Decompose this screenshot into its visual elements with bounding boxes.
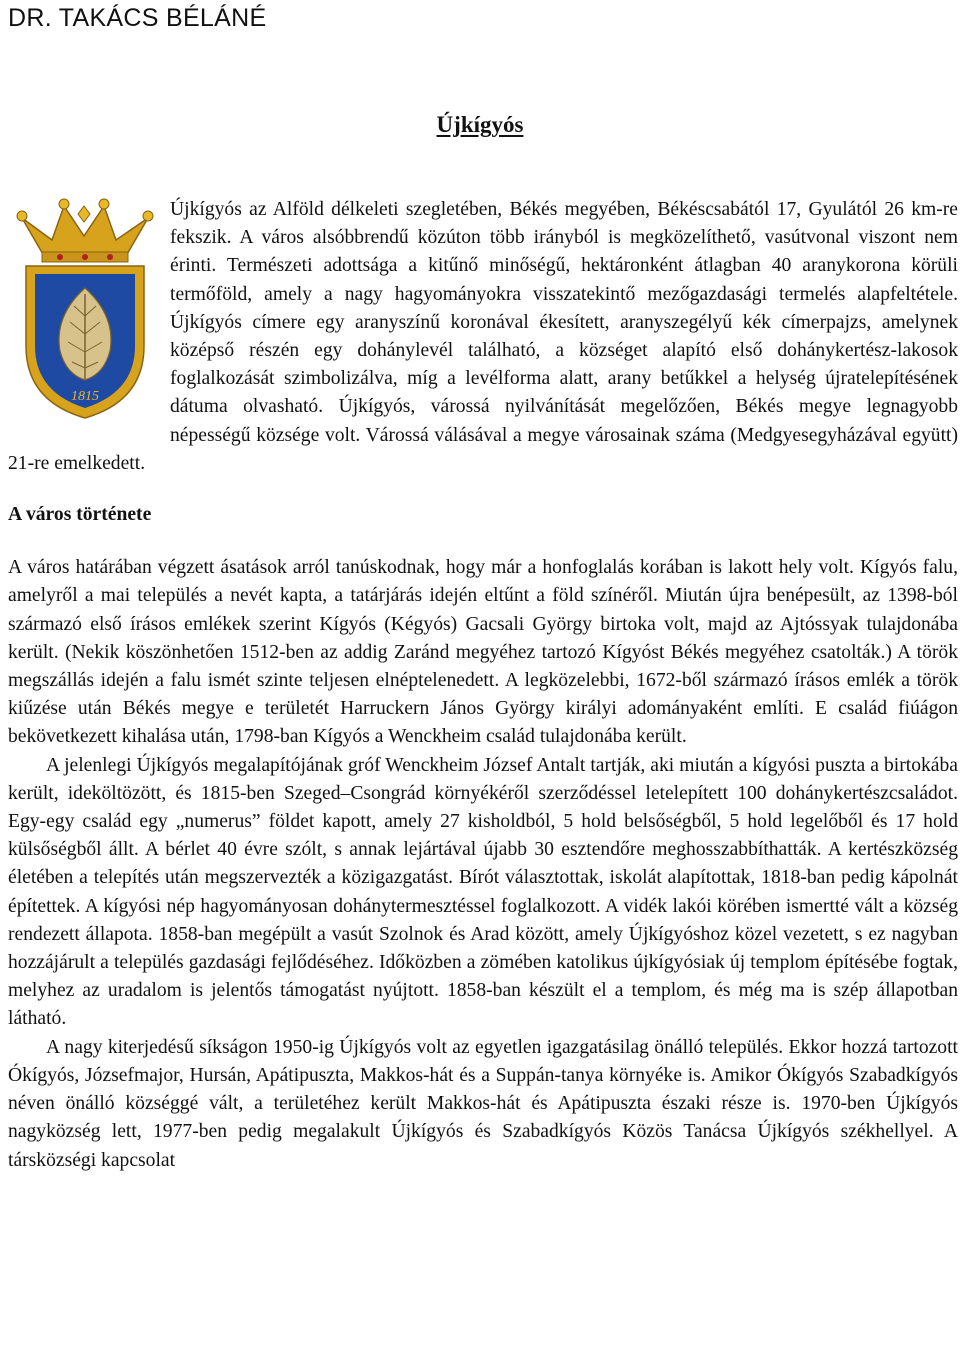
history-paragraph-1: A város határában végzett ásatások arról tanúskodnak, hogy már a honfoglalás korában is lakott hely volt. Kígyós falu, amelyről a mai település a nevét kapta, a tatárjárás idején eltűnt a föld színéről. Miután újra benépesült, az 1398-ból származó első írásos emlékek szerint Kígyós (Kégyós) Gacsali György birtoka volt, majd az Ajtóssyak tulajdonába került. (Nekik köszönhetően 1512-ben az addig Zaránd megyéhez tartozó Kígyóst Békés megyéhez csatolták.) A török megszállás idején a falu ismét szinte teljesen elnéptelenedett. A legközelebbi, 1672-ből származó írásos emlék a török kiűzése után Békés megye e területét Harruckern János György királyi adományaként említi. E család fiúágon bekövetkezett kihalása után, 1798-ban Kígyós a Wenckheim család tulajdonába került. bbox=[8, 557, 958, 748]
history-paragraph-2: A jelenlegi Újkígyós megalapítójának gróf Wenckheim József Antalt tartják, aki miután a kígyósi puszta a birtokába került, ideköltözött, és 1815-ben Szeged–Csongrád környékéről szerződéssel letelepített 100 dohánykertészcsaládot. Egy-egy család egy „numerus” földet kapott, amely 27 kisholdból, 5 hold belsőségből, 5 hold legelőből és 17 hold külsőségből állt. A bérlet 40 évre szólt, s annak lejártával újabb 30 esztendőre meghosszabbíthatták. A kertészközség életében a telepítés után megszervezték a közigazgatást. Bírót választottak, iskolát alapítottak, 1818-ban pedig kápolnát építettek. A kígyósi nép hagyományosan dohánytermesztéssel foglalkozott. A vidék lakói körében ismertté vált a község rendezett állapota. 1858-ban megépült a vasút Szolnok és Arad között, amely Újkígyóshoz közel vezetett, s ez nagyban hozzájárult a település gazdasági fejlődéséhez. Időközben a zömében katolikus újkígyósiak új templom építésébe fogtak, melyhez az uradalom is jelentős támogatást nyújtott. 1858-ban készült el a templom, és még ma is szép állapotban látható. bbox=[8, 754, 958, 1030]
crest-year: 1815 bbox=[71, 389, 99, 404]
history-paragraph-3: A nagy kiterjedésű síkságon 1950-ig Újkígyós volt az egyetlen igazgatásilag önálló település. Ekkor hozzá tartozott Ókígyós, Józsefmajor, Hursán, Apátipuszta, Makkos-hát és a Suppán-tanya környéke is. Amikor Ókígyós Szabadkígyós néven önálló községgé vált, a területéhez került Makkos-hát és Apátipuszta északi része is. 1970-ben Újkígyós nagyközség lett, 1977-ben pedig megalakult Újkígyós és Szabadkígyós Közös Tanácsa Újkígyós székhellyel. A társközségi kapcsolat bbox=[8, 1036, 958, 1171]
author-name: DR. TAKÁCS BÉLÁNÉ bbox=[8, 4, 267, 32]
page-title: Újkígyós bbox=[436, 112, 524, 137]
coat-of-arms-icon bbox=[4, 196, 164, 422]
article-body bbox=[8, 196, 958, 1175]
crown-icon bbox=[17, 199, 153, 262]
section-heading: A város története bbox=[8, 504, 152, 526]
intro-paragraph: Újkígyós az Alföld délkeleti szegletében, Békés megyében, Békéscsabától 17, Gyulától 26 km-re fekszik. A város alsóbbrendű közúton több irányból is megközelíthető, vasútvonal viszont nem érinti. Természeti adottsága a kitűnő minőségű, hektáronként átlagban 40 aranykorona körüli termőföld, amely a nagy hagyományokra visszatekintő mezőgazdasági termelés alapfeltétele. Újkígyós címere egy aranyszínű koronával ékesített, aranyszegélyű kék címerpajzs, amelynek középső részén egy dohánylevél található, a községet alapító első dohánykertész-lakosok foglalkozását szimbolizálva, míg a levélforma alatt, arany betűkkel a helység újratelepítésének dátuma olvasható. Újkígyós, várossá nyilvánítását megelőzően, Békés megye legnagyobb népességű községe volt. Várossá válásával a megye városainak száma (Medgyesegyházával együtt) 21-re emelkedett. bbox=[8, 199, 958, 474]
